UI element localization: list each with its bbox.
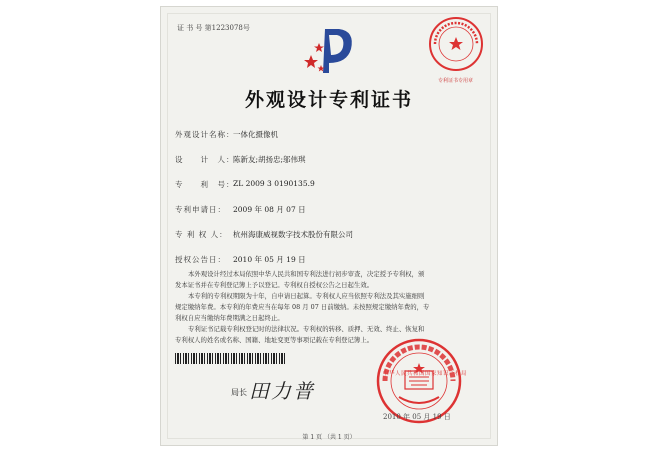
barcode (175, 353, 285, 364)
body-line: 发本证书并在专利登记簿上予以登记。专利权自授权公告之日起生效。 (175, 281, 374, 289)
body-line: 规定缴纳年费。本专利的年费应当在每年 08 月 07 日前缴纳。未按照规定缴纳年费的，专 (175, 303, 430, 311)
body-line: 利权自应当缴纳年费期满之日起终止。 (175, 314, 284, 322)
body-line: 本外观设计经过本局依照中华人民共和国专利法进行初步审查，决定授予专利权，颁 (188, 270, 425, 278)
director-signature: 田力普 (249, 379, 315, 403)
field-design-name-value: 一体化摄像机 (233, 130, 278, 139)
certificate-number: 证 书 号 第1223078号 (177, 24, 250, 32)
field-patent-number-label: 专 利 号： (175, 180, 235, 189)
top-seal-icon (427, 15, 485, 73)
certificate-title: 外观设计专利证书 (244, 89, 413, 111)
field-patentee-label: 专 利 权 人： (175, 230, 228, 239)
national-seal-label: 中华人民共和国国家知识产权局 (383, 371, 468, 377)
field-design-name-label: 外观设计名称： (175, 130, 235, 139)
body-line: 专利证书记载专利权登记时的法律状况。专利权的转移、质押、无效、终止、恢复和 (188, 325, 425, 333)
issue-date: 2010 年 05 月 19 日 (383, 413, 451, 421)
page-footer: 第 1 页 （共 1 页） (302, 434, 356, 441)
sipo-logo-icon (299, 25, 359, 77)
field-designer-value: 陈新友;胡扬忠;邬伟琪 (233, 155, 306, 164)
field-patent-number-value: ZL 2009 3 0190135.9 (233, 179, 315, 188)
field-grant-date-value: 2010 年 05 月 19 日 (233, 255, 306, 264)
field-filing-date-value: 2009 年 08 月 07 日 (233, 205, 306, 214)
director-label: 局长 (231, 388, 247, 397)
field-patentee-value: 杭州海康威视数字技术股份有限公司 (233, 230, 353, 239)
field-grant-date-label: 授权公告日： (175, 255, 226, 264)
field-filing-date-label: 专利申请日： (175, 205, 226, 214)
body-line: 本专利的专利权期限为十年，自申请日起算。专利权人应当依照专利法及其实施细则 (188, 292, 425, 300)
top-seal-label: 专利证书专用章 (438, 78, 474, 84)
certificate-body (175, 269, 483, 346)
certificate-page (160, 6, 498, 446)
field-designer-label: 设 计 人： (175, 155, 235, 164)
body-line: 专利权人的姓名或名称、国籍、地址变更等事项记载在专利登记簿上。 (175, 336, 374, 344)
